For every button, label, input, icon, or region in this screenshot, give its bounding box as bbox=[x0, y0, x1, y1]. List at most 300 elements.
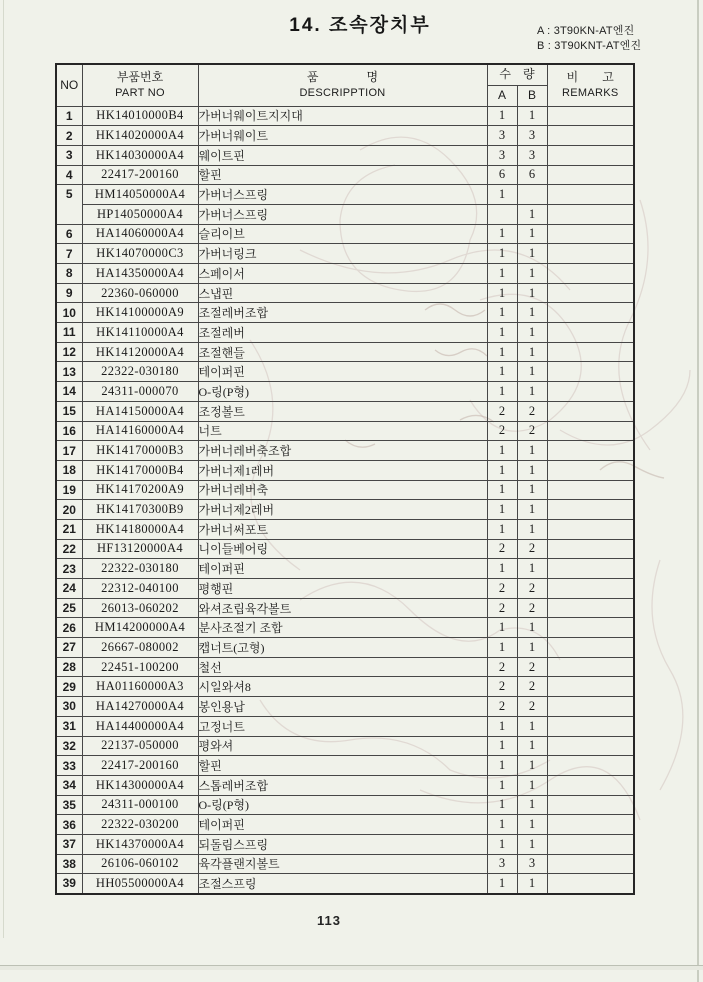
header-row-1 bbox=[56, 64, 634, 85]
table-row bbox=[56, 618, 634, 638]
qty-b-cell: 1 bbox=[517, 795, 547, 815]
description-cell: 테이퍼핀 bbox=[198, 559, 487, 579]
part-no-cell: 26013-060202 bbox=[82, 598, 198, 618]
remarks-cell bbox=[547, 441, 634, 461]
qty-b-cell: 1 bbox=[517, 244, 547, 264]
table-row bbox=[56, 736, 634, 756]
qty-b-cell: 1 bbox=[517, 775, 547, 795]
row-no-cell: 6 bbox=[56, 224, 82, 244]
description-cell: 조절스프링 bbox=[198, 874, 487, 894]
description-cell: 너트 bbox=[198, 421, 487, 441]
remarks-cell bbox=[547, 854, 634, 874]
col-header-qty-b: B bbox=[517, 85, 547, 106]
remarks-cell bbox=[547, 106, 634, 126]
table-row bbox=[56, 224, 634, 244]
part-no-cell: 26667-080002 bbox=[82, 638, 198, 658]
row-no-cell: 23 bbox=[56, 559, 82, 579]
part-no-cell: 22322-030180 bbox=[82, 559, 198, 579]
table-row bbox=[56, 677, 634, 697]
qty-a-cell: 1 bbox=[487, 382, 517, 402]
remarks-cell bbox=[547, 736, 634, 756]
table-row bbox=[56, 480, 634, 500]
qty-a-cell: 1 bbox=[487, 224, 517, 244]
description-cell: O-링(P형) bbox=[198, 795, 487, 815]
part-no-cell: HA14350000A4 bbox=[82, 264, 198, 284]
part-no-cell: HK14020000A4 bbox=[82, 126, 198, 146]
row-no-cell: 14 bbox=[56, 382, 82, 402]
remarks-cell bbox=[547, 815, 634, 835]
part-no-cell: HA14160000A4 bbox=[82, 421, 198, 441]
table-row bbox=[56, 382, 634, 402]
col-header-remarks bbox=[547, 64, 634, 106]
row-no-cell: 22 bbox=[56, 539, 82, 559]
row-no-cell: 4 bbox=[56, 165, 82, 185]
remarks-cell bbox=[547, 716, 634, 736]
qty-a-cell: 1 bbox=[487, 460, 517, 480]
row-no-cell: 20 bbox=[56, 500, 82, 520]
qty-b-cell: 1 bbox=[517, 264, 547, 284]
table-row bbox=[56, 598, 634, 618]
description-cell: 되돌림스프링 bbox=[198, 834, 487, 854]
table-row bbox=[56, 854, 634, 874]
table-row bbox=[56, 775, 634, 795]
part-no-cell: 22360-060000 bbox=[82, 283, 198, 303]
description-cell: 와셔조립육각볼트 bbox=[198, 598, 487, 618]
part-no-cell: HK14030000A4 bbox=[82, 145, 198, 165]
table-row bbox=[56, 441, 634, 461]
part-no-cell: HK14070000C3 bbox=[82, 244, 198, 264]
remarks-cell bbox=[547, 618, 634, 638]
row-no-cell: 31 bbox=[56, 716, 82, 736]
remarks-cell bbox=[547, 657, 634, 677]
qty-b-cell: 1 bbox=[517, 303, 547, 323]
qty-b-cell: 1 bbox=[517, 480, 547, 500]
qty-a-cell: 1 bbox=[487, 716, 517, 736]
qty-b-cell: 1 bbox=[517, 323, 547, 343]
qty-a-cell: 1 bbox=[487, 303, 517, 323]
remarks-cell bbox=[547, 559, 634, 579]
row-no-cell: 12 bbox=[56, 342, 82, 362]
description-cell: 슬리이브 bbox=[198, 224, 487, 244]
remarks-cell bbox=[547, 303, 634, 323]
qty-a-cell: 2 bbox=[487, 579, 517, 599]
qty-b-cell: 3 bbox=[517, 145, 547, 165]
remarks-cell bbox=[547, 775, 634, 795]
remarks-cell bbox=[547, 126, 634, 146]
part-no-cell: HA14150000A4 bbox=[82, 401, 198, 421]
description-cell: 가버너링크 bbox=[198, 244, 487, 264]
row-no-cell: 5 bbox=[56, 185, 82, 224]
scan-edge-bottom-band bbox=[0, 966, 703, 970]
remarks-cell bbox=[547, 677, 634, 697]
qty-b-cell: 1 bbox=[517, 736, 547, 756]
row-no-cell: 38 bbox=[56, 854, 82, 874]
description-cell: 가버너레버축조합 bbox=[198, 441, 487, 461]
row-no-cell: 25 bbox=[56, 598, 82, 618]
qty-b-cell: 2 bbox=[517, 421, 547, 441]
qty-b-cell: 2 bbox=[517, 401, 547, 421]
col-header-description-ko: 품 명 bbox=[306, 69, 379, 84]
qty-a-cell: 1 bbox=[487, 244, 517, 264]
part-no-cell: HK14370000A4 bbox=[82, 834, 198, 854]
col-header-description-en: DESCRIPPTION bbox=[299, 86, 386, 99]
part-no-cell: HK14120000A4 bbox=[82, 342, 198, 362]
part-no-cell: HK14010000B4 bbox=[82, 106, 198, 126]
description-cell: 철선 bbox=[198, 657, 487, 677]
part-no-cell: HK14110000A4 bbox=[82, 323, 198, 343]
engine-legend bbox=[537, 24, 641, 54]
table-row bbox=[56, 874, 634, 894]
description-cell: 조절레버조합 bbox=[198, 303, 487, 323]
qty-a-cell: 1 bbox=[487, 106, 517, 126]
row-no-cell: 39 bbox=[56, 874, 82, 894]
qty-a-cell: 3 bbox=[487, 854, 517, 874]
row-no-cell: 32 bbox=[56, 736, 82, 756]
qty-a-cell: 1 bbox=[487, 480, 517, 500]
description-cell: 할핀 bbox=[198, 756, 487, 776]
table-row bbox=[56, 401, 634, 421]
row-no-cell: 18 bbox=[56, 460, 82, 480]
remarks-cell bbox=[547, 480, 634, 500]
qty-b-cell: 1 bbox=[517, 106, 547, 126]
scan-edge-left bbox=[3, 0, 4, 938]
table-row bbox=[56, 362, 634, 382]
part-no-cell: 22322-030180 bbox=[82, 362, 198, 382]
remarks-cell bbox=[547, 874, 634, 894]
qty-b-cell: 1 bbox=[517, 500, 547, 520]
qty-a-cell: 1 bbox=[487, 874, 517, 894]
description-cell: 할핀 bbox=[198, 165, 487, 185]
remarks-cell bbox=[547, 323, 634, 343]
row-no-cell: 13 bbox=[56, 362, 82, 382]
remarks-cell bbox=[547, 500, 634, 520]
qty-b-cell: 1 bbox=[517, 559, 547, 579]
remarks-cell bbox=[547, 224, 634, 244]
row-no-cell: 27 bbox=[56, 638, 82, 658]
description-cell: 가버너제1레버 bbox=[198, 460, 487, 480]
table-row bbox=[56, 638, 634, 658]
table-row bbox=[56, 165, 634, 185]
qty-b-cell: 1 bbox=[517, 382, 547, 402]
description-cell: 고정너트 bbox=[198, 716, 487, 736]
description-cell: 스페이서 bbox=[198, 264, 487, 284]
table-row bbox=[56, 421, 634, 441]
qty-a-cell: 1 bbox=[487, 834, 517, 854]
qty-b-cell: 1 bbox=[517, 618, 547, 638]
qty-b-cell: 1 bbox=[517, 441, 547, 461]
page-number: 113 bbox=[317, 913, 341, 928]
part-no-cell: 26106-060102 bbox=[82, 854, 198, 874]
part-no-cell: HK14180000A4 bbox=[82, 519, 198, 539]
col-header-qty-a: A bbox=[487, 85, 517, 106]
description-cell: 스톱레버조합 bbox=[198, 775, 487, 795]
description-cell: 조절레버 bbox=[198, 323, 487, 343]
qty-a-cell: 2 bbox=[487, 401, 517, 421]
remarks-cell bbox=[547, 519, 634, 539]
qty-a-cell: 1 bbox=[487, 618, 517, 638]
col-header-remarks-en: REMARKS bbox=[562, 86, 619, 99]
part-no-cell: 22137-050000 bbox=[82, 736, 198, 756]
qty-a-cell: 1 bbox=[487, 638, 517, 658]
row-no-cell: 37 bbox=[56, 834, 82, 854]
description-cell: 시일와셔8 bbox=[198, 677, 487, 697]
description-cell: 웨이트핀 bbox=[198, 145, 487, 165]
remarks-cell bbox=[547, 185, 634, 205]
description-cell: 스냅핀 bbox=[198, 283, 487, 303]
row-no-cell: 17 bbox=[56, 441, 82, 461]
qty-a-cell: 1 bbox=[487, 264, 517, 284]
table-row bbox=[56, 559, 634, 579]
row-no-cell: 28 bbox=[56, 657, 82, 677]
description-cell: 조정볼트 bbox=[198, 401, 487, 421]
row-no-cell: 26 bbox=[56, 618, 82, 638]
col-header-description bbox=[198, 64, 487, 106]
description-cell: 봉인용납 bbox=[198, 697, 487, 717]
remarks-cell bbox=[547, 697, 634, 717]
qty-a-cell: 6 bbox=[487, 165, 517, 185]
part-no-cell: HA14400000A4 bbox=[82, 716, 198, 736]
description-cell: 가버너웨이트지지대 bbox=[198, 106, 487, 126]
qty-b-cell: 2 bbox=[517, 657, 547, 677]
qty-a-cell: 2 bbox=[487, 677, 517, 697]
qty-b-cell: 3 bbox=[517, 126, 547, 146]
col-header-remarks-ko: 비 고 bbox=[566, 69, 614, 84]
qty-b-cell: 2 bbox=[517, 539, 547, 559]
description-cell: 테이퍼핀 bbox=[198, 362, 487, 382]
part-no-cell: HH05500000A4 bbox=[82, 874, 198, 894]
qty-a-cell: 2 bbox=[487, 598, 517, 618]
row-no-cell: 15 bbox=[56, 401, 82, 421]
description-cell: 분사조절기 조합 bbox=[198, 618, 487, 638]
description-cell: 가버너웨이트 bbox=[198, 126, 487, 146]
row-no-cell: 35 bbox=[56, 795, 82, 815]
remarks-cell bbox=[547, 145, 634, 165]
row-no-cell: 36 bbox=[56, 815, 82, 835]
qty-a-cell: 1 bbox=[487, 323, 517, 343]
part-no-cell: HF13120000A4 bbox=[82, 539, 198, 559]
row-no-cell: 2 bbox=[56, 126, 82, 146]
part-no-cell: 22322-030200 bbox=[82, 815, 198, 835]
description-cell: 육각플랜지볼트 bbox=[198, 854, 487, 874]
qty-b-cell: 6 bbox=[517, 165, 547, 185]
qty-a-cell: 2 bbox=[487, 421, 517, 441]
table-row bbox=[56, 716, 634, 736]
col-header-part-no-en: PART NO bbox=[115, 86, 165, 99]
part-no-cell: HK14170200A9 bbox=[82, 480, 198, 500]
part-no-cell: 22451-100200 bbox=[82, 657, 198, 677]
qty-b-cell: 1 bbox=[517, 204, 547, 224]
row-no-cell: 29 bbox=[56, 677, 82, 697]
part-no-cell: HK14170300B9 bbox=[82, 500, 198, 520]
row-no-cell: 3 bbox=[56, 145, 82, 165]
qty-b-cell: 1 bbox=[517, 834, 547, 854]
remarks-cell bbox=[547, 342, 634, 362]
qty-a-cell: 1 bbox=[487, 559, 517, 579]
qty-b-cell: 1 bbox=[517, 460, 547, 480]
part-no-cell: 24311-000100 bbox=[82, 795, 198, 815]
description-cell: O-링(P형) bbox=[198, 382, 487, 402]
remarks-cell bbox=[547, 244, 634, 264]
table-row bbox=[56, 283, 634, 303]
col-header-part-no bbox=[82, 64, 198, 106]
table-row bbox=[56, 303, 634, 323]
description-cell: 평행핀 bbox=[198, 579, 487, 599]
table-row bbox=[56, 657, 634, 677]
description-cell: 평와셔 bbox=[198, 736, 487, 756]
col-header-part-no-ko: 부품번호 bbox=[116, 69, 164, 84]
remarks-cell bbox=[547, 579, 634, 599]
qty-a-cell: 1 bbox=[487, 342, 517, 362]
row-no-cell: 33 bbox=[56, 756, 82, 776]
table-row bbox=[56, 519, 634, 539]
table-row bbox=[56, 145, 634, 165]
row-no-cell: 11 bbox=[56, 323, 82, 343]
table-row bbox=[56, 697, 634, 717]
qty-b-cell: 1 bbox=[517, 519, 547, 539]
part-no-cell: HP14050000A4 bbox=[82, 204, 198, 224]
part-no-cell: HK14100000A9 bbox=[82, 303, 198, 323]
table-row bbox=[56, 795, 634, 815]
qty-b-cell: 1 bbox=[517, 815, 547, 835]
table-row bbox=[56, 264, 634, 284]
row-no-cell: 7 bbox=[56, 244, 82, 264]
remarks-cell bbox=[547, 165, 634, 185]
qty-b-cell: 2 bbox=[517, 598, 547, 618]
table-row bbox=[56, 460, 634, 480]
part-no-cell: 22417-200160 bbox=[82, 756, 198, 776]
row-no-cell: 16 bbox=[56, 421, 82, 441]
col-header-no: NO bbox=[56, 64, 82, 106]
qty-a-cell: 2 bbox=[487, 697, 517, 717]
description-cell: 가버너스프링 bbox=[198, 185, 487, 205]
qty-a-cell: 1 bbox=[487, 775, 517, 795]
qty-b-cell: 1 bbox=[517, 716, 547, 736]
description-cell: 캡너트(고형) bbox=[198, 638, 487, 658]
qty-b-cell: 1 bbox=[517, 756, 547, 776]
qty-a-cell: 1 bbox=[487, 441, 517, 461]
remarks-cell bbox=[547, 382, 634, 402]
description-cell: 가버너스프링 bbox=[198, 204, 487, 224]
row-no-cell: 8 bbox=[56, 264, 82, 284]
qty-a-cell: 2 bbox=[487, 657, 517, 677]
qty-b-cell: 3 bbox=[517, 854, 547, 874]
table-row bbox=[56, 539, 634, 559]
qty-a-cell: 1 bbox=[487, 815, 517, 835]
qty-b-cell: 1 bbox=[517, 342, 547, 362]
remarks-cell bbox=[547, 401, 634, 421]
table-row bbox=[56, 342, 634, 362]
qty-a-cell: 2 bbox=[487, 539, 517, 559]
qty-b-cell: 2 bbox=[517, 579, 547, 599]
qty-b-cell: 2 bbox=[517, 677, 547, 697]
remarks-cell bbox=[547, 283, 634, 303]
qty-a-cell: 3 bbox=[487, 145, 517, 165]
table-row bbox=[56, 500, 634, 520]
description-cell: 가버너레버축 bbox=[198, 480, 487, 500]
part-no-cell: 22417-200160 bbox=[82, 165, 198, 185]
remarks-cell bbox=[547, 264, 634, 284]
part-no-cell: 24311-000070 bbox=[82, 382, 198, 402]
qty-b-cell: 1 bbox=[517, 224, 547, 244]
part-no-cell: 22312-040100 bbox=[82, 579, 198, 599]
remarks-cell bbox=[547, 362, 634, 382]
part-no-cell: HA14270000A4 bbox=[82, 697, 198, 717]
qty-b-cell: 2 bbox=[517, 697, 547, 717]
qty-b-cell: 1 bbox=[517, 874, 547, 894]
description-cell: 니이들베어링 bbox=[198, 539, 487, 559]
description-cell: 조절핸들 bbox=[198, 342, 487, 362]
table-row bbox=[56, 126, 634, 146]
qty-a-cell bbox=[487, 204, 517, 224]
engine-legend-b: B : 3T90KNT-AT엔진 bbox=[537, 40, 642, 52]
description-cell: 가버너제2레버 bbox=[198, 500, 487, 520]
table-row bbox=[56, 756, 634, 776]
part-no-cell: HA01160000A3 bbox=[82, 677, 198, 697]
table-row bbox=[56, 106, 634, 126]
remarks-cell bbox=[547, 795, 634, 815]
qty-a-cell: 1 bbox=[487, 795, 517, 815]
part-no-cell: HK14300000A4 bbox=[82, 775, 198, 795]
parts-table-body bbox=[56, 106, 634, 894]
qty-a-cell: 1 bbox=[487, 736, 517, 756]
table-row bbox=[56, 204, 634, 224]
qty-b-cell: 1 bbox=[517, 638, 547, 658]
remarks-cell bbox=[547, 756, 634, 776]
row-no-cell: 1 bbox=[56, 106, 82, 126]
remarks-cell bbox=[547, 539, 634, 559]
qty-b-cell bbox=[517, 185, 547, 205]
qty-a-cell: 1 bbox=[487, 185, 517, 205]
part-no-cell: HK14170000B4 bbox=[82, 460, 198, 480]
remarks-cell bbox=[547, 204, 634, 224]
col-header-qty: 수 량 bbox=[487, 64, 547, 85]
engine-legend-a: A : 3T90KN-AT엔진 bbox=[537, 25, 635, 37]
description-cell: 가버너써포트 bbox=[198, 519, 487, 539]
scan-edge-right bbox=[697, 0, 699, 982]
remarks-cell bbox=[547, 460, 634, 480]
table-row bbox=[56, 815, 634, 835]
row-no-cell: 24 bbox=[56, 579, 82, 599]
table-row bbox=[56, 834, 634, 854]
qty-a-cell: 1 bbox=[487, 362, 517, 382]
row-no-cell: 10 bbox=[56, 303, 82, 323]
part-no-cell: HA14060000A4 bbox=[82, 224, 198, 244]
part-no-cell: HM14050000A4 bbox=[82, 185, 198, 205]
table-row bbox=[56, 185, 634, 205]
qty-a-cell: 3 bbox=[487, 126, 517, 146]
remarks-cell bbox=[547, 834, 634, 854]
row-no-cell: 19 bbox=[56, 480, 82, 500]
part-no-cell: HM14200000A4 bbox=[82, 618, 198, 638]
row-no-cell: 9 bbox=[56, 283, 82, 303]
row-no-cell: 21 bbox=[56, 519, 82, 539]
qty-a-cell: 1 bbox=[487, 500, 517, 520]
remarks-cell bbox=[547, 598, 634, 618]
table-row bbox=[56, 244, 634, 264]
parts-table bbox=[55, 63, 635, 895]
remarks-cell bbox=[547, 421, 634, 441]
qty-b-cell: 1 bbox=[517, 283, 547, 303]
description-cell: 테이퍼핀 bbox=[198, 815, 487, 835]
qty-a-cell: 1 bbox=[487, 283, 517, 303]
qty-a-cell: 1 bbox=[487, 519, 517, 539]
remarks-cell bbox=[547, 638, 634, 658]
table-row bbox=[56, 579, 634, 599]
part-no-cell: HK14170000B3 bbox=[82, 441, 198, 461]
row-no-cell: 34 bbox=[56, 775, 82, 795]
row-no-cell: 30 bbox=[56, 697, 82, 717]
page-title: 14. 조속장치부 bbox=[289, 15, 431, 36]
